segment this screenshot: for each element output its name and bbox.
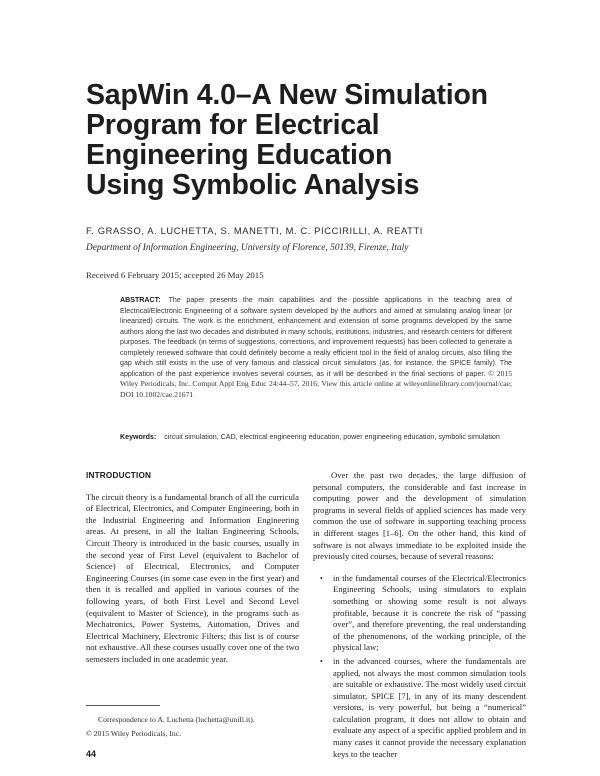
abstract-citation: © 2015 Wiley Periodicals, Inc. Comput Appl Eng Educ 24:44–57, 2016; View this article online at wileyonlinelibrary.com/journal/cae; DOI 10.1002/cae.21671: [120, 368, 512, 399]
body-paragraph: Over the past two decades, the large diffusion of personal computers, the considerable and fast increase in computing power and the development of simulation programs in several fields of applied sciences has made very common the use of software in supporting teaching process in different stages [1–6]. On the other hand, this kind of software is not always immediate to be exploited inside the previously cited courses, because of several reasons:: [313, 470, 526, 562]
list-item: [313, 573, 526, 654]
received-dates: Received 6 February 2015; accepted 26 May 2015: [86, 270, 264, 280]
section-heading: INTRODUCTION: [86, 471, 152, 480]
bullet-icon: •: [320, 656, 323, 666]
introduction-paragraph: The circuit theory is a fundamental branch of all the curricula of Electrical, Electronics, and Computer Engineering, both in the Industrial Engineering and Information Engineering areas. At present, in all the Italian Engineering Schools, Circuit Theory is introduced in the basic courses, usually in the second year of First Level (equivalent to Bachelor of Science) of Electrical, Electronics, and Computer Engineering Courses (in some case even in the first year) and then it is recalled and applied in various courses of the following years, of both First Level and Second Level (equivalent to Master of Science), in the programs such as Mechatronics, Power Systems, Automation, Drives and Electrical Machinery, Electronic Filters; this list is of course not exhaustive. All these courses usually cover one of the two semesters included in one academic year.: [86, 491, 299, 664]
copyright-note: © 2015 Wiley Periodicals, Inc.: [86, 729, 182, 738]
bullet-icon: •: [320, 573, 323, 583]
left-column: [86, 470, 299, 666]
list-item: [313, 656, 526, 760]
page-number: 44: [86, 749, 97, 759]
right-column: [313, 470, 526, 762]
keywords-text: circuit simulation, CAD, electrical engineering education, power engineering education, symbolic simulation: [164, 433, 500, 441]
keywords-label: Keywords:: [120, 433, 157, 441]
reasons-list: [313, 573, 526, 761]
abstract-label: ABSTRACT:: [120, 296, 161, 304]
keywords-block: [120, 432, 512, 443]
abstract-text: The paper presents the main capabilities and the possible applications in the teaching area of Electrical/Electronic Engineering of a software system developed by the authors and aimed at simulating analog linear (or linearized) circuits. The work is the enrichment, enhancement and extension of some programs developed by the same authors along the last two decades and distributed in many schools, institutions, industries, and research centers for different purposes. The feedback (in terms of suggestions, corrections, and improvement requests) has been collected to generate a completely renewed software that could definitely become a really efficient tool in the field of analog circuits, also filling the gap which still exists in the use of very famous and classical circuit simulators (as, for instance, the SPICE family). The application of the past experience involves several courses, as it will be described in the final sections of paper.: [120, 296, 512, 378]
correspondence-note: Correspondence to A. Luchetta (luchetta@unifi.it).: [98, 715, 255, 724]
title-line: Engineering Education: [86, 139, 393, 171]
title-line: Using Symbolic Analysis: [86, 169, 420, 201]
title-line: Program for Electrical: [86, 109, 380, 141]
author-list: F. GRASSO, A. LUCHETTA, S. MANETTI, M. C. PICCIRILLI, A. REATTI: [86, 225, 423, 236]
footnote-divider: [86, 705, 160, 706]
affiliation: Department of Information Engineering, University of Florence, 50139, Firenze, Italy: [86, 243, 409, 253]
list-item-text: in the advanced courses, where the fundamentals are applied, not always the most common simulation tools are suitable or exhaustive. The most widely used circuit simulator, SPICE [7], in any of its many descendent versions, is very powerful, but being a “numerical” calculation program, it does not allow to obtain and evaluate any aspect of a specific applied problem and in many cases it cannot provide the necessary explanation keys to the teacher: [333, 655, 526, 759]
article-title: [86, 80, 546, 200]
abstract-block: [120, 295, 512, 400]
list-item-text: in the fundamental courses of the Electrical/Electronics Engineering Schools, using simulators to explain something or showing some result is not always profitable, because it is concrete the risk of “passing over”, and therefore preventing, the real understanding of the phenomenons, of the working principle, of the physical law;: [333, 572, 526, 653]
title-line: SapWin 4.0–A New Simulation: [86, 79, 488, 111]
